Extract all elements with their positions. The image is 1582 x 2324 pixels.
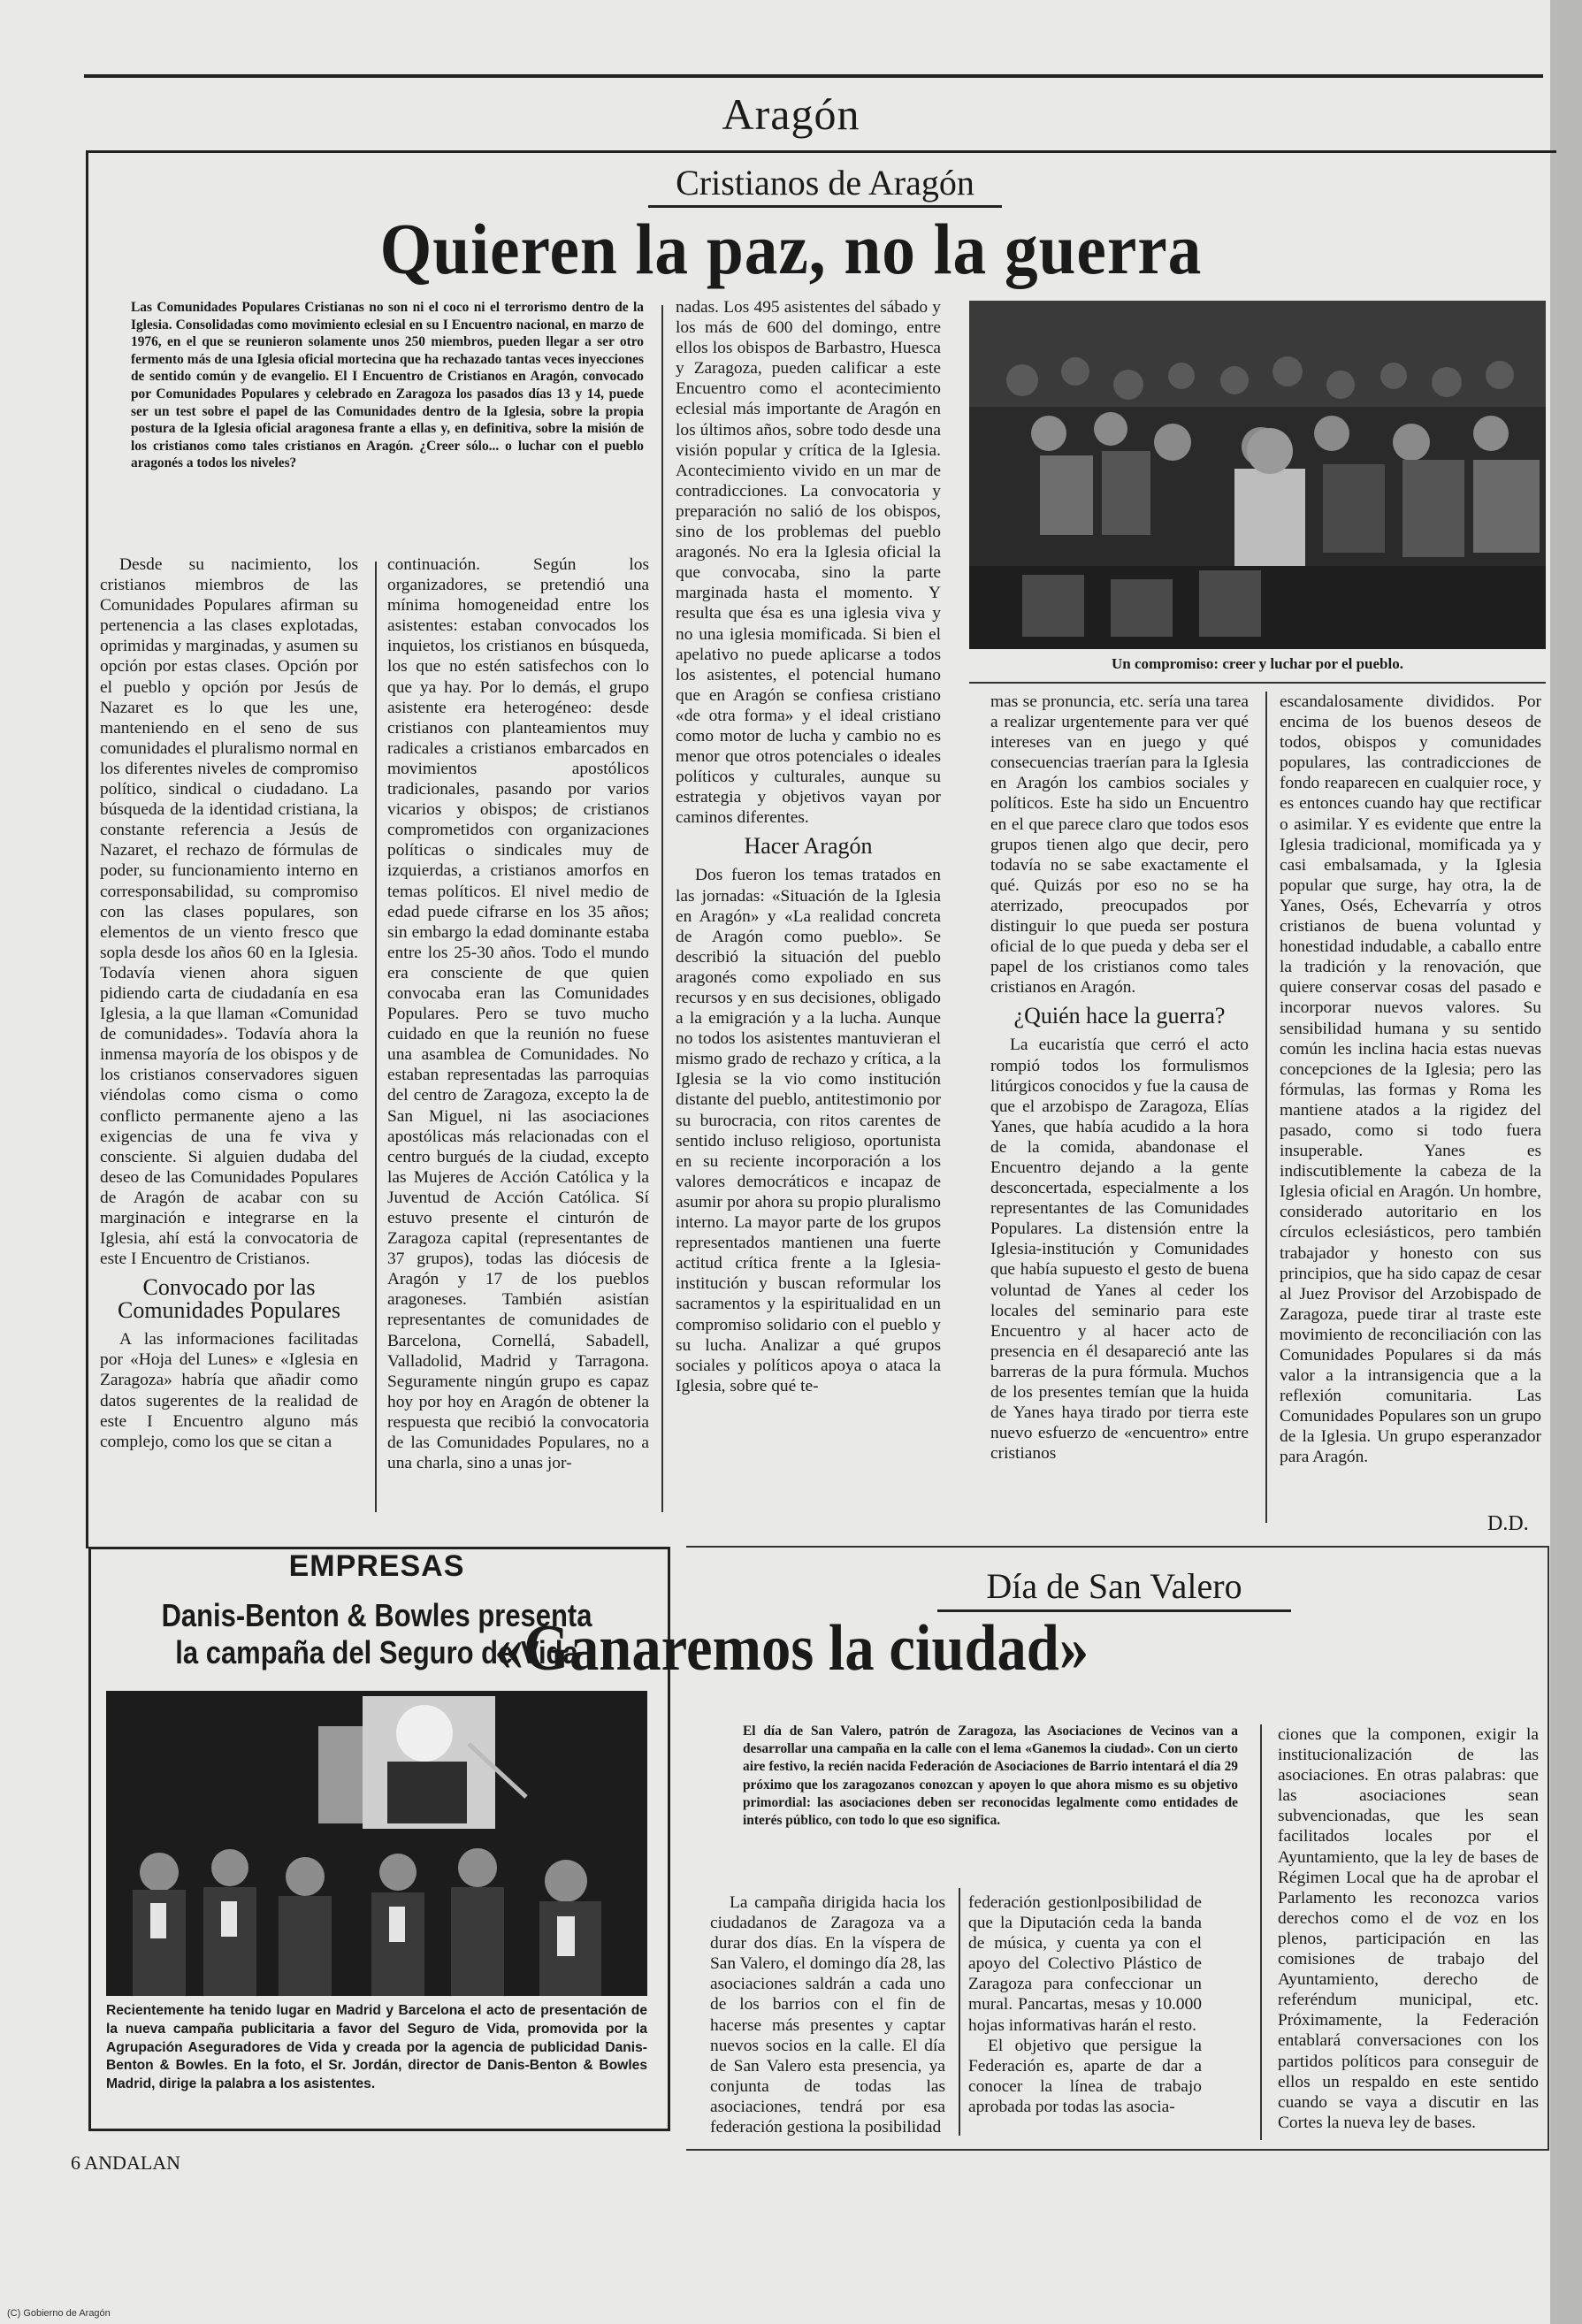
article-column-3: [676, 297, 941, 1521]
paragraph: continuación. Según los organizadores, se pretendió una mínima homogeneidad entre los asistentes: estaban convocados los inquietos, los cristianos en búsqueda, los que no estén satisfechos con lo que ya hay. Por lo demás, el grupo asistente era heterogéneo: desde cristianos con planteamientos muy radicales a cristianos embarcados en movimientos apostólicos tradicionales, pasando por varios vicarios y obispos; de cristianos comprometidos con organizaciones políticas o sindicales muy de izquierdas, a cristianos amorfos en temas políticos. El nivel medio de edad puede cifrarse en los 35 años; sin embargo la edad dominante estaba entre los 25-30 años. Todo el mundo era consciente de que quien convocaba eran las Comunidades Populares. Pero se tuvo mucho cuidado en que la reunión no fuese una asamblea de Comunidades. No estaban representadas las parroquias del centro de Zaragoza, excepto la de San Miguel, ni las asociaciones apostólicas más relacionadas con el centro burgués de la ciudad, excepto las Mujeres de Acción Católica y la Juventud de Acción Católica. Sí estuvo presente el cinturón de Zaragoza capital (representantes de 37 grupos), todas las diócesis de Aragón y 17 de los pueblos aragoneses. También asistían representantes de comunidades de Barcelona, Cornellá, Sabadell, Valladolid, Madrid y Tarragona. Seguramente ningún grupo es capaz hoy por hoy en Aragón de obtener la respuesta que recibió la convocatoria de las Comunidades Populares, no a una charla, sino a unas jor-: [387, 555, 649, 1473]
paragraph: Dos fueron los temas tratados en las jornadas: «Situación de la Iglesia en Aragón» y «La realidad concreta de Aragón como pueblo». Se describió la situación del pueblo aragonés como expoliado en sus recursos y en sus decisiones, obligado a la emigración y a la lucha. Aunque no todos los asistentes mantuvieran el mismo grado de rechazo y crítica, a la Iglesia se la vio como institución distante del pueblo, antitestimonio por su burocracia, con ritos carentes de sentido incluso religioso, oportunista en su reciente incorporación a los valores democráticos e incapaz de asumir por ahora su propio pluralismo interno. La mayor parte de los grupos representados mantienen una fuerte actitud crítica frente a la Iglesia-institución y buscan reformular los sacramentos y la espiritualidad en un compromiso solidario con el pueblo y su lucha. Analizar a qué grupos sociales y políticos apoya o ataca la Iglesia, sobre qué te-: [676, 866, 941, 1395]
copyright-credit: (C) Gobierno de Aragón: [7, 2308, 111, 2319]
article-lead: Las Comunidades Populares Cristianas no son ni el coco ni el terrorismo dentro de la Iglesia. Consolidadas como movimiento eclesial en su I Encuentro nacional, en marzo de 1976, en el que se reunieron solamente unos 250 miembros, pueden llegar a ser otro fermento más de una Iglesia oficial mortecina que ha rechazado tantas veces inyecciones de sentido común y de evangelio. El I Encuentro de Cristianos en Aragón, convocado por Comunidades Populares y celebrado en Zaragoza los pasados días 13 y 14, puede ser un test sobre el papel de las Comunidades dentro de la Iglesia, sobre la propia postura de la Iglesia oficial aragonesa frante a ellas y, en definitiva, sobre la misión de los cristianos como tales cristianos en Aragón. ¿Creer sólo... o luchar con el pueblo aragonés a todos los niveles?: [131, 300, 644, 471]
crowd-photo: [969, 301, 1546, 649]
column-rule: [375, 562, 377, 1512]
paragraph: El objetivo que persigue la Federación es, aparte de dar a conocer la línea de trabajo aprobada por todas las asocia-: [968, 2036, 1202, 2116]
page-footer: 6 ANDALAN: [71, 2152, 181, 2174]
paragraph: A las informaciones facilitadas por «Hoja del Lunes» e «Iglesia en Zaragoza» habría que añadir como datos sugerentes de la realidad de este I Encuentro alguno más complejo, como los que se citan a: [100, 1330, 358, 1451]
paragraph: Desde su nacimiento, los cristianos miembros de las Comunidades Populares afirman su pertenencia a las clases explotadas, oprimidas y marginadas, y asumen su opción por estas clases. Opción por el pueblo y opción por Jesús de Nazaret es lo que les une, manteniendo en el seno de sus comunidades el pluralismo normal en los diferentes niveles de compromiso político, sindical o ciudadano. La búsqueda de la identidad cristiana, la constante referencia a Jesús de Nazaret, el rechazo de fórmulas de poder, su funcionamiento interno en corresponsabilidad, su compromiso con las clases populares, son elementos de un viento fresco que sopla desde los años 60 en la Iglesia. Todavía vienen ahora siguen pidiendo carta de ciudadanía en esa Iglesia, a la que llaman «Comunidad de comunidades». Todavía ahora la inmensa mayoría de los obispos y de los cristianos conservadores siguen viéndolas como cisma o como conflicto permanente ajeno a las exigencias de una fe viva y consciente. Si alguien dudaba del deseo de las Comunidades Populares de Aragón de acabar con su marginación e integrarse en la Iglesia, ahí está la convocatoria de este I Encuentro de Cristianos.: [100, 555, 358, 1269]
paragraph: mas se pronuncia, etc. sería una tarea a realizar urgentemente para ver qué intereses van en juego y qué consecuencias traerían para la Iglesia en Aragón los cambios sociales y políticos. Este ha sido un Encuentro en el que parece claro que todos esos grupos tienen algo que decir, pero todavía no se sabe exactamente el qué. Quizás por eso no se ha aterrizado, preocupados por distinguir lo que pueda ser postura oficial de lo que pueda y deba ser el papel de los cristianos como tales cristianos en Aragón.: [990, 692, 1249, 998]
paragraph: federación gestionlposibilidad de que la Diputación ceda la banda de música, y cuenta ya con el apoyo del Colectivo Plástico de Zaragoza para confeccionar un mural. Pancartas, mesas y 10.000 hojas informativas harán el resto.: [968, 1893, 1202, 2035]
event-image: [106, 1691, 647, 1996]
subheading: ¿Quién hace la guerra?: [1013, 1003, 1226, 1029]
article-column-5: [1280, 692, 1541, 1523]
paragraph: nadas. Los 495 asistentes del sábado y los más de 600 del domingo, entre ellos los obispos de Barbastro, Huesca y Zaragoza, pueden calificar a este Encuentro como el acontecimiento eclesial más importante de Aragón en los últimos años, sobre todo desde una visión popular y crítica de la Iglesia. Acontecimiento vivido en un mar de contradicciones. La convocatoria y preparación no salió de los obispos, sino de los problemas del pueblo aragonés. No era la Iglesia oficial la que convocaba, sino la parte marginada hasta el momento. Y resulta que ésa es una iglesia viva y no una iglesia momificada. Si bien el apelativo no puede aplicarse a todos los asistentes, el potencial humano que en Aragón se confiesa cristiano «de otra forma» y el ideal cristiano como motor de lucha y cambio no es menor que otros potenciales o ideales políticos y culturales, aunque su estrategia y objetivos vayan por caminos diferentes.: [676, 298, 941, 828]
article-signature: D.D.: [1487, 1512, 1529, 1535]
column-rule: [1265, 692, 1267, 1523]
article-kicker: Cristianos de Aragón: [648, 162, 1002, 208]
article2-column-1: [710, 1892, 945, 2138]
ad-kicker: EMPRESAS: [288, 1549, 465, 1583]
article-frame-bottom: [686, 2149, 1549, 2151]
top-rule: [84, 74, 1543, 78]
subheading: Hacer Aragón: [744, 833, 873, 860]
column-rule: [661, 305, 663, 1512]
article2-column-2: [968, 1892, 1202, 2138]
paragraph: ciones que la componen, exigir la institucionalización de las asociaciones. En otras palabras: que las asociaciones sean subvencionadas, que les sean facilitados locales por el Ayuntamiento, que la ley de bases de Régimen Local que ha de aprobar el Parlamento les reconozca varios derechos como el de voz en los plenos, participación en las comisiones de trabajo del Ayuntamiento, derecho de referéndum municipal, etc. Próximamente, la Federación entablará conversaciones con los partidos políticos para conseguir de ellos un respaldo en este sentido cuando se vaya a discutir en las Cortes la nueva ley de bases.: [1278, 1725, 1539, 2132]
paragraph: escandalosamente divididos. Por encima de los buenos deseos de todos, obispos y comunidades populares, las contradicciones de fondo reaparecen en cualquier roce, y es entonces cuando hay que rectificar o asimilar. Y es evidente que entre la Iglesia tradicional, momificada ya y casi embalsamada, y la Iglesia popular que surge, hay otra, la de Yanes, Osés, Echevarría y otros cristianos de buena voluntad y honestidad indudable, a caballo entre la tradición y la renovación, que quiere conservar cosas del pasado e incorporar nuevos valores. Su sensibilidad humana y su sentido común les inclina hacia estas nuevas concepciones de la Iglesia; pero las fórmulas, las formas y Roma les mantiene atados a la rigidez del pasado, como si todo fuera insuperable. Yanes es indiscutiblemente la cabeza de la Iglesia oficial en Aragón. Un hombre, considerado autoritario en los círculos eclesiásticos, pero también trabajador y honesto con sus principios, que ha sido capaz de cesar al Juez Provisor del Arzobispado de Zaragoza, puede tirar al traste este movimiento de reconciliación con las Comunidades Populares si da más valor a la intransigencia que a la reflexión comunitaria. Las Comunidades Populares son un grupo de la Iglesia. Un grupo esperanzador para Aragón.: [1280, 692, 1541, 1467]
column-rule: [959, 1888, 960, 2136]
event-photo: [106, 1691, 647, 1996]
crowd-image: [969, 301, 1546, 649]
subheading: Convocado por las Comunidades Populares: [117, 1274, 341, 1324]
article2-headline: «Ganaremos la ciudad»: [493, 1612, 1089, 1685]
article-column-2: [387, 554, 649, 1520]
ad-headline-line-1: Danis-Benton & Bowles presenta: [161, 1597, 592, 1633]
article2-column-3: [1278, 1724, 1539, 2140]
article-column-1: [100, 554, 358, 1520]
photo-caption: Un compromiso: creer y luchar por el pueblo.: [1112, 655, 1403, 672]
ad-headline-line-2: la campaña del Seguro de Vida: [175, 1634, 578, 1670]
article2-lead: El día de San Valero, patrón de Zaragoza, las Asociaciones de Vecinos van a desarrollar una campaña en la calle con el lema «Ganemos la ciudad». Con un cierto aire festivo, la recién nacida Federación de Asociaciones de Barrio intentará el día 29 próximo que los zaragozanos conozcan y apoyen lo que ahora mismo es su objetivo primordial: las asociaciones deben ser reconocidas legalmente como entidades de interés público, con todo lo que eso significa.: [743, 1724, 1238, 1829]
section-title: Aragón: [722, 89, 860, 139]
column-rule: [969, 682, 1546, 684]
article-column-4: [990, 692, 1249, 1540]
article2-kicker: Día de San Valero: [937, 1565, 1291, 1612]
article-divider: [686, 1546, 1548, 1548]
paragraph: La eucaristía que cerró el acto rompió todos los formulismos litúrgicos conocidos y fue la causa de que el arzobispo de Zaragoza, Elías Yanes, que había acudido a la hora de la comida, abandonase el Encuentro dejando a la gente desconcertada, especialmente a los representantes de las Comunidades Populares. La distensión entre la Iglesia-institución y Comunidades que había supuesto el gesto de buena voluntad de Yanes al ceder los locales del seminario para este Encuentro y al hacer acto de presencia en él desapareció ante las barreras de la pura fórmula. Muchos de los presentes temían que la huida de Yanes haya tirado por tierra este nuevo esfuerzo de «encuentro» entre cristianos: [990, 1036, 1249, 1464]
ad-caption: Recientemente ha tenido lugar en Madrid y Barcelona el acto de presentación de la nueva campaña publicitaria a favor del Seguro de Vida, promovida por la Agrupación Aseguradores de Vida y creada por la agencia de publicidad Danis-Benton & Bowles. En la foto, el Sr. Jordán, director de Danis-Benton & Bowles Madrid, dirige la palabra a los asistentes.: [106, 2003, 647, 2092]
column-rule: [1260, 1724, 1262, 2140]
article-headline: Quieren la paz, no la guerra: [379, 209, 1203, 289]
paragraph: La campaña dirigida hacia los ciudadanos de Zaragoza va a durar dos días. En la víspera de San Valero, el domingo día 28, las asociaciones saldrán a cada uno de los barrios con el fin de hacerse más presentes y captar nuevos socios en la calle. El día de San Valero esta presencia, ya conjunta de todas las asociaciones, tendrá por esa federación gestiona la posibilidad: [710, 1893, 945, 2137]
